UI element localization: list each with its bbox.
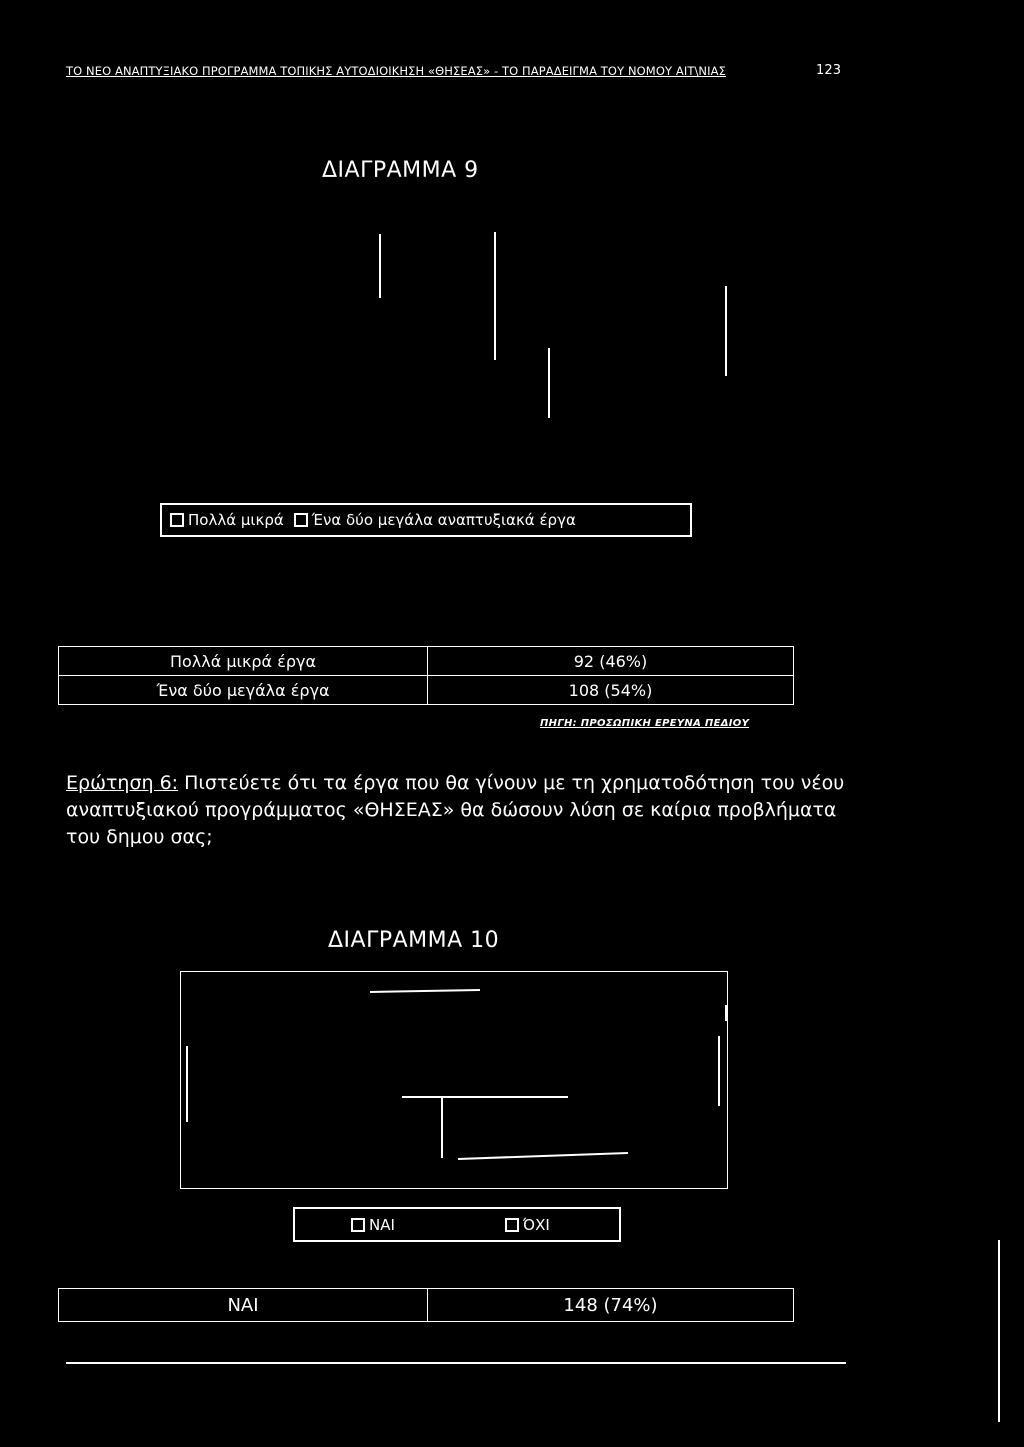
legend-label: Πολλά μικρά bbox=[188, 511, 284, 529]
legend-label: ΝΑΙ bbox=[369, 1215, 395, 1234]
question-label: Ερώτηση 6: bbox=[66, 772, 179, 794]
legend-label: ΌΧΙ bbox=[522, 1215, 550, 1234]
diagram-10-title: ΔΙΑΓΡΑΜΜΑ 10 bbox=[328, 928, 500, 953]
table-row bbox=[59, 1289, 794, 1322]
diagram-10-arc bbox=[370, 989, 480, 993]
table-cell-value: 92 (46%) bbox=[428, 647, 794, 676]
diagram-10-line bbox=[718, 1036, 720, 1106]
divider bbox=[66, 1362, 846, 1364]
diagram-10-line bbox=[441, 1096, 443, 1158]
table-cell-value: 108 (54%) bbox=[428, 676, 794, 705]
diagram-10-line bbox=[725, 1005, 727, 1021]
scan-edge-line bbox=[998, 1240, 1000, 1422]
legend-swatch bbox=[505, 1218, 519, 1232]
diagram-10-legend bbox=[293, 1207, 621, 1242]
diagram-9-title: ΔΙΑΓΡΑΜΜΑ 9 bbox=[322, 158, 479, 183]
results-table-10 bbox=[58, 1288, 794, 1322]
diagram-10-line bbox=[402, 1096, 568, 1098]
table-cell-label: Ένα δύο μεγάλα έργα bbox=[59, 676, 428, 705]
legend-swatch bbox=[351, 1218, 365, 1232]
source-note: ΠΗΓΗ: ΠΡΟΣΩΠΙΚΗ ΕΡΕΥΝΑ ΠΕΔΙΟΥ bbox=[540, 718, 750, 729]
question-text: Πιστεύετε ότι τα έργα που θα γίνουν με τη χρηματοδότηση του νέου αναπτυξιακού προγράμματος «ΘΗΣΕΑΣ» θα δώσουν λύση σε καίρια προβλήματα του δημου σας; bbox=[66, 772, 845, 848]
diagram-10-line bbox=[458, 1152, 628, 1160]
diagram-10-line bbox=[186, 1046, 188, 1122]
page-number: 123 bbox=[816, 63, 842, 78]
running-title: ΤΟ ΝΕΟ ΑΝΑΠΤΥΞΙΑΚΟ ΠΡΟΓΡΑΜΜΑ ΤΟΠΙΚΗΣ ΑΥΤΟΔΙΟΙΚΗΣΗ «ΘΗΣΕΑΣ» - ΤΟ ΠΑΡΑΔΕΙΓΜΑ ΤΟΥ ΝΟΜΟΥ ΑΙΤ\ΝΙΑΣ bbox=[66, 64, 726, 78]
legend-label: Ένα δύο μεγάλα αναπτυξιακά έργα bbox=[311, 511, 576, 529]
table-cell-label: Πολλά μικρά έργα bbox=[59, 647, 428, 676]
table-cell-value: 148 (74%) bbox=[428, 1289, 794, 1322]
table-cell-label: ΝΑΙ bbox=[59, 1289, 428, 1322]
